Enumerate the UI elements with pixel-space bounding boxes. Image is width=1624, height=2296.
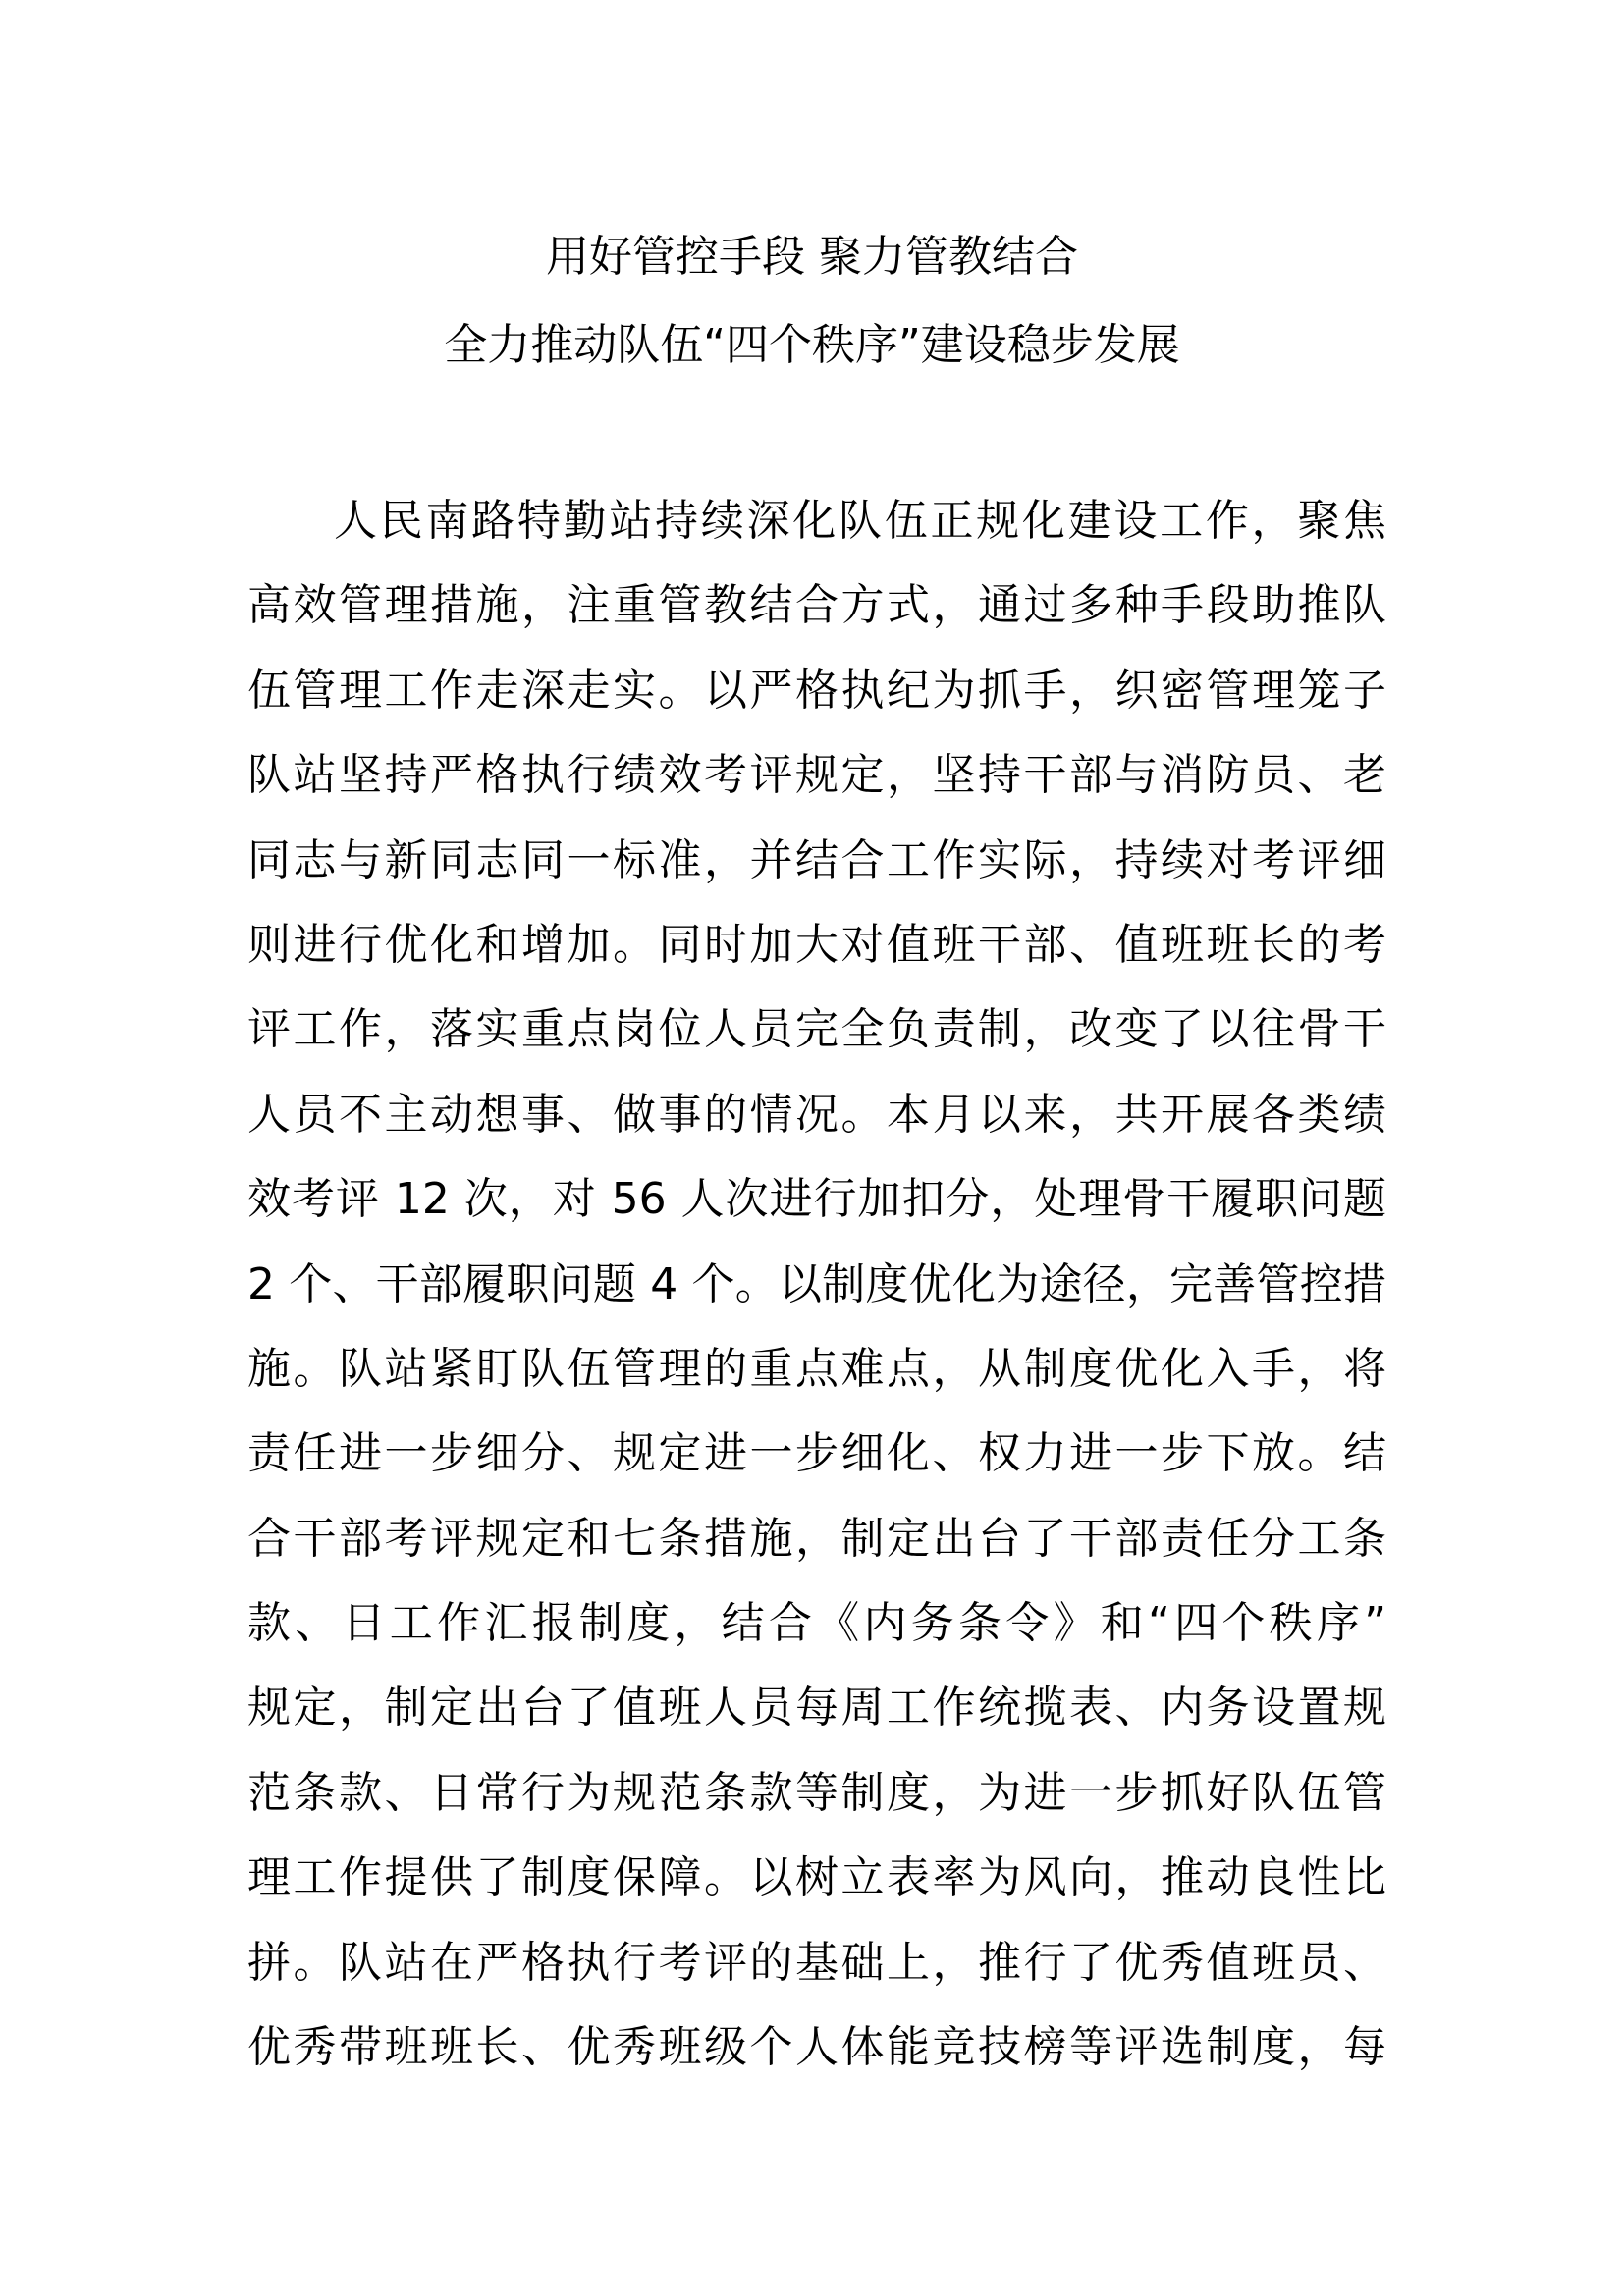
body-line: 高效管理措施，注重管教结合方式，通过多种手段助推队	[247, 580, 1386, 631]
body-line: 评工作，落实重点岗位人员完全负责制，改变了以往骨干	[247, 1004, 1386, 1055]
body-line: 人民南路特勤站持续深化队伍正规化建设工作，聚焦	[334, 496, 1386, 546]
body-line: 人员不主动想事、做事的情况。本月以来，共开展各类绩	[247, 1089, 1386, 1140]
title-line-2: 全力推动队伍“四个秩序”建设稳步发展	[444, 320, 1180, 370]
body-line: 范条款、日常行为规范条款等制度，为进一步抓好队伍管	[247, 1767, 1386, 1818]
body-line: 责任进一步细分、规定进一步细化、权力进一步下放。结	[247, 1428, 1386, 1479]
body-line: 同志与新同志同一标准，并结合工作实际，持续对考评细	[247, 834, 1386, 885]
body-line: 队站坚持严格执行绩效考评规定，坚持干部与消防员、老	[247, 750, 1386, 801]
body-paragraph	[247, 479, 1386, 2090]
body-line: 施。队站紧盯队伍管理的重点难点，从制度优化入手，将	[247, 1343, 1386, 1394]
title-line-1: 用好管控手段 聚力管教结合	[546, 232, 1078, 282]
body-line: 拼。队站在严格执行考评的基础上，推行了优秀值班员、	[247, 1937, 1386, 1988]
body-line: 优秀带班班长、优秀班级个人体能竞技榜等评选制度，每	[247, 2022, 1386, 2073]
body-line: 规定，制定出台了值班人员每周工作统揽表、内务设置规	[247, 1682, 1386, 1734]
body-line: 则进行优化和增加。同时加大对值班干部、值班班长的考	[247, 919, 1386, 970]
body-line: 2 个、干部履职问题 4 个。以制度优化为途径，完善管控措	[247, 1258, 1386, 1309]
body-line: 效考评 12 次，对 56 人次进行加扣分，处理骨干履职问题	[247, 1174, 1386, 1225]
body-line: 伍管理工作走深走实。以严格执纪为抓手，织密管理笼子	[247, 665, 1386, 716]
body-line: 款、日工作汇报制度，结合《内务条令》和“四个秩序”	[247, 1598, 1386, 1649]
body-line: 合干部考评规定和七条措施，制定出台了干部责任分工条	[247, 1513, 1386, 1564]
body-line: 理工作提供了制度保障。以树立表率为风向，推动良性比	[247, 1852, 1386, 1903]
